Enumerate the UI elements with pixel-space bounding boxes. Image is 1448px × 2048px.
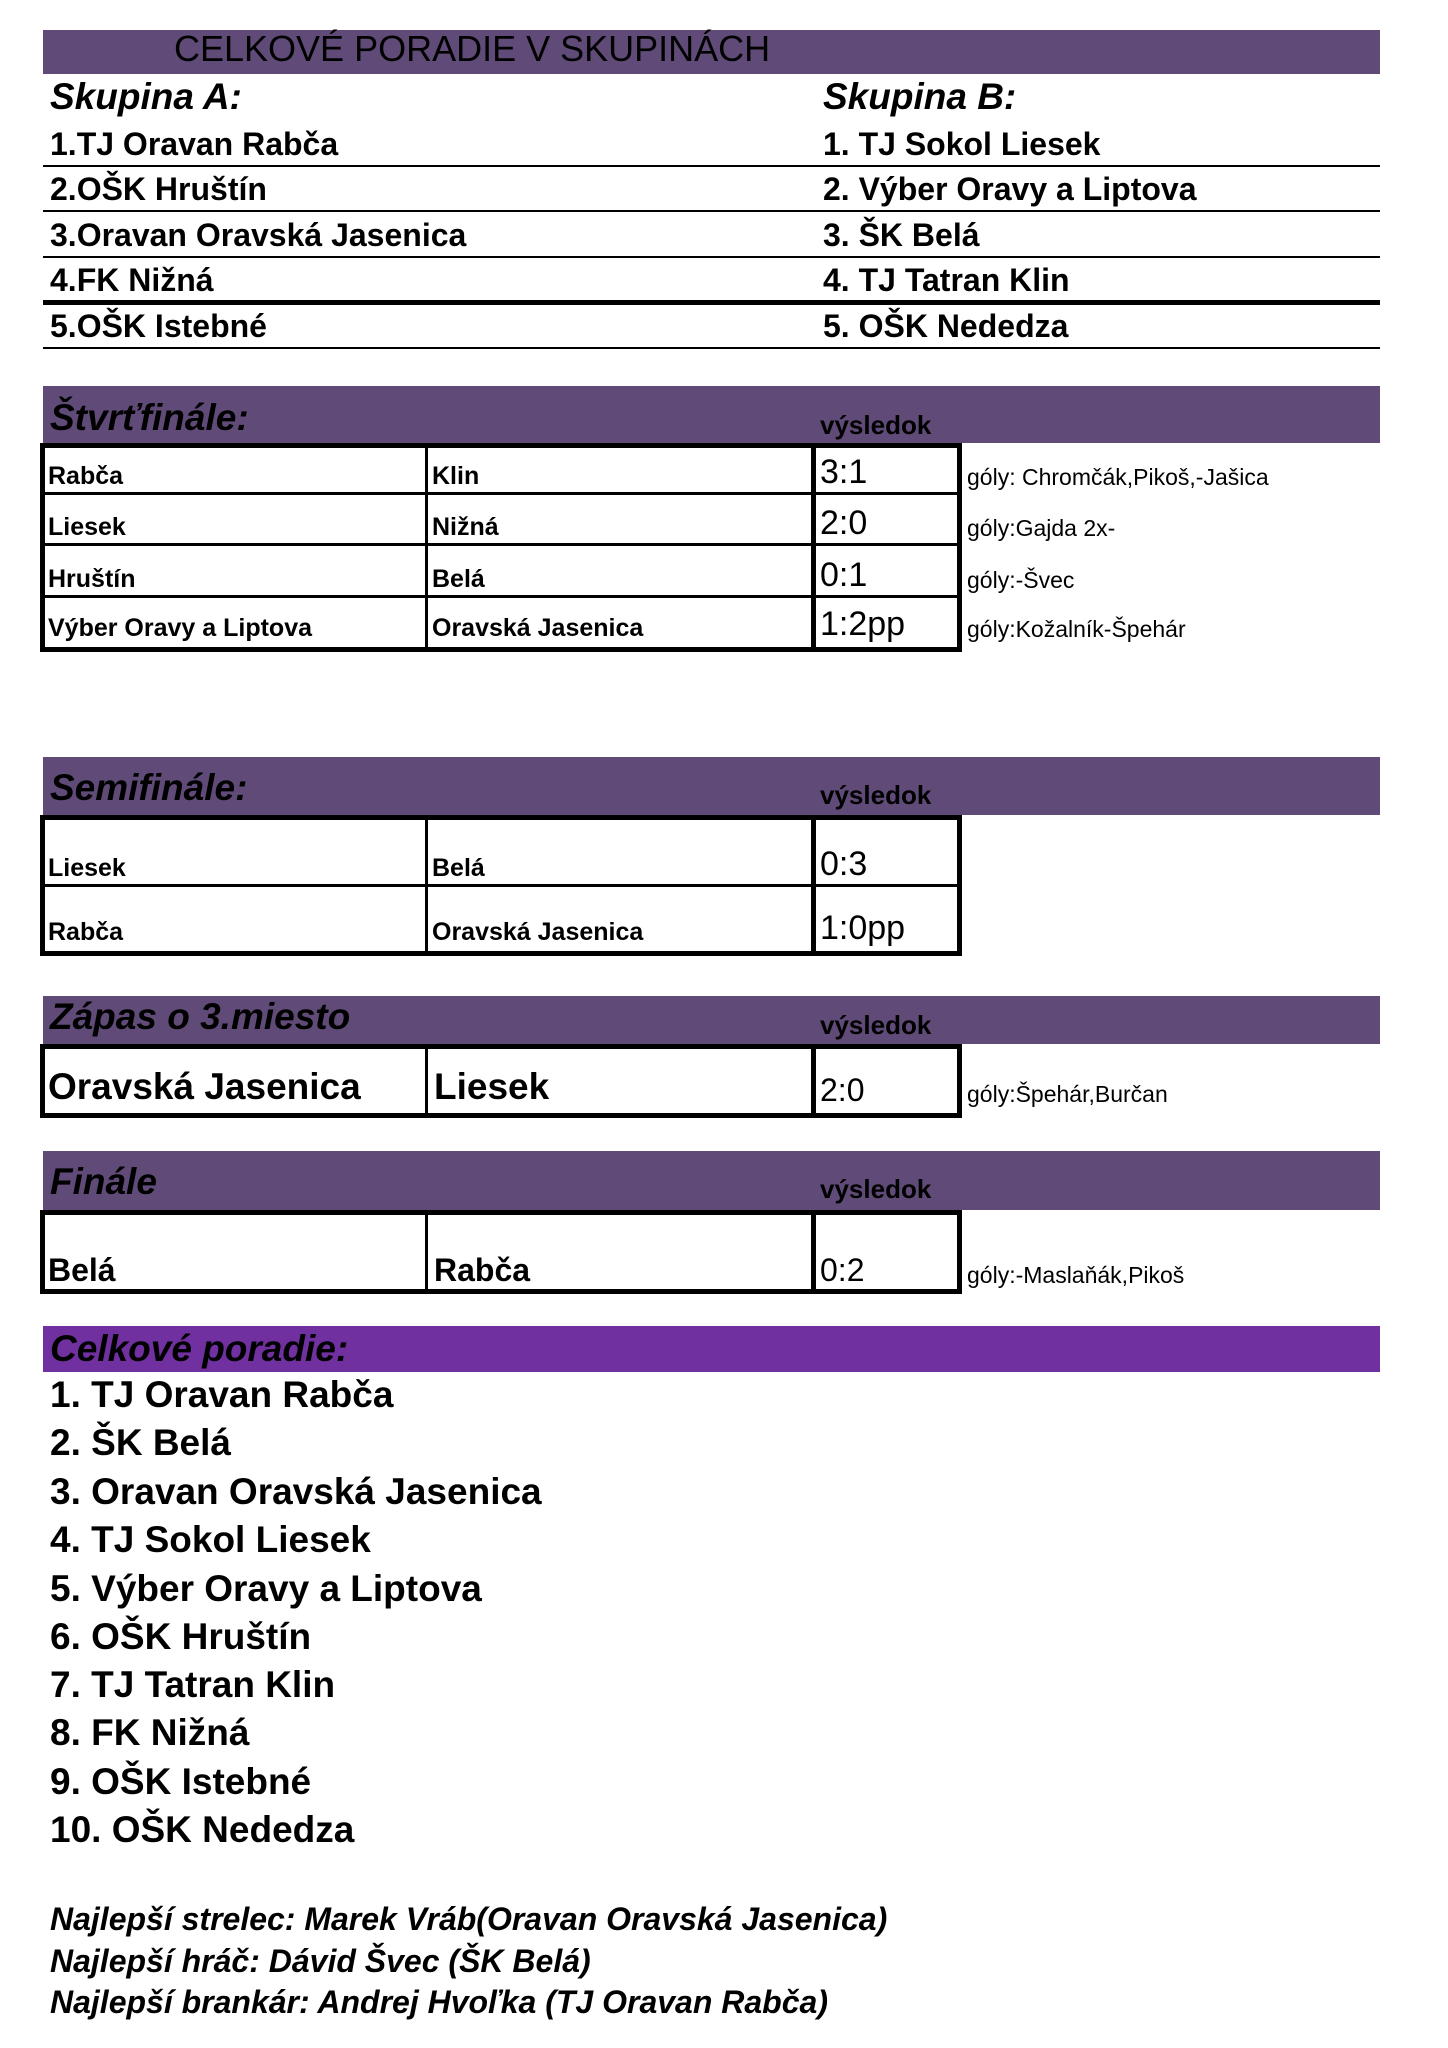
divider <box>43 300 1380 305</box>
column-divider <box>811 1210 816 1294</box>
group-a-team-3: 3.Oravan Oravská Jasenica <box>50 217 467 253</box>
row-divider <box>40 884 962 887</box>
group-b-team-4: 4. TJ Tatran Klin <box>823 262 1070 298</box>
overall-rank-9: 9. OŠK Istebné <box>50 1761 312 1802</box>
qf-goals: góly:-Švec <box>967 567 1075 593</box>
final-score: 0:2 <box>820 1252 865 1288</box>
overall-title: Celkové poradie: <box>50 1328 349 1369</box>
divider <box>43 165 1380 167</box>
qf-score: 1:2pp <box>820 605 906 643</box>
qf-goals: góly: Chromčák,Pikoš,-Jašica <box>967 464 1269 490</box>
qf-score: 3:1 <box>820 453 868 491</box>
sf-score: 1:0pp <box>820 909 906 947</box>
column-divider <box>425 443 428 652</box>
column-divider <box>811 443 816 652</box>
third-place-away: Liesek <box>434 1066 550 1107</box>
overall-rank-2: 2. ŠK Belá <box>50 1422 231 1463</box>
overall-rank-7: 7. TJ Tatran Klin <box>50 1664 336 1705</box>
qf-away: Klin <box>432 462 480 490</box>
final-title: Finále <box>50 1161 157 1202</box>
overall-rank-6: 6. OŠK Hruštín <box>50 1616 312 1657</box>
qf-home: Hruštín <box>48 565 136 593</box>
overall-rank-4: 4. TJ Sokol Liesek <box>50 1519 371 1560</box>
group-a-team-4: 4.FK Nižná <box>50 262 214 298</box>
overall-rank-10: 10. OŠK Nededza <box>50 1809 355 1850</box>
sf-score: 0:3 <box>820 845 868 883</box>
award-best-scorer: Najlepší strelec: Marek Vráb(Oravan Oravská Jasenica) <box>50 1901 888 1937</box>
final-home: Belá <box>48 1252 116 1288</box>
group-b-label: Skupina B: <box>823 76 1017 117</box>
group-a-team-5: 5.OŠK Istebné <box>50 308 267 344</box>
qf-away: Oravská Jasenica <box>432 614 644 642</box>
third-place-result-label: výsledok <box>820 1010 932 1040</box>
semifinal-title: Semifinále: <box>50 767 248 808</box>
qf-home: Liesek <box>48 513 126 541</box>
award-best-goalkeeper: Najlepší brankár: Andrej Hvoľka (TJ Oravan Rabča) <box>50 1984 828 2020</box>
column-divider <box>425 1210 428 1294</box>
qf-home: Výber Oravy a Liptova <box>48 614 313 642</box>
final-result-label: výsledok <box>820 1174 932 1204</box>
group-b-team-3: 3. ŠK Belá <box>823 217 980 253</box>
row-divider <box>40 492 962 495</box>
group-b-team-5: 5. OŠK Nededza <box>823 308 1069 344</box>
sf-away: Belá <box>432 854 485 882</box>
qf-score: 0:1 <box>820 556 868 594</box>
award-best-player: Najlepší hráč: Dávid Švec (ŠK Belá) <box>50 1943 591 1979</box>
column-divider <box>425 1044 428 1118</box>
group-b-team-2: 2. Výber Oravy a Liptova <box>823 171 1197 207</box>
sf-home: Rabča <box>48 918 124 946</box>
qf-goals: góly:Gajda 2x- <box>967 515 1116 541</box>
third-place-home: Oravská Jasenica <box>48 1066 361 1107</box>
row-divider <box>40 543 962 546</box>
sf-home: Liesek <box>48 854 126 882</box>
semifinal-result-label: výsledok <box>820 780 932 810</box>
final-header-bar <box>43 1151 1380 1210</box>
overall-rank-1: 1. TJ Oravan Rabča <box>50 1374 394 1415</box>
third-place-title: Zápas o 3.miesto <box>50 996 351 1037</box>
row-divider <box>40 595 962 598</box>
divider <box>43 210 1380 212</box>
qf-goals: góly:Kožalník-Špehár <box>967 616 1186 642</box>
group-a-team-1: 1.TJ Oravan Rabča <box>50 126 339 162</box>
third-place-goals: góly:Špehár,Burčan <box>967 1081 1168 1107</box>
group-b-team-1: 1. TJ Sokol Liesek <box>823 126 1101 162</box>
overall-rank-8: 8. FK Nižná <box>50 1712 250 1753</box>
qf-away: Nižná <box>432 513 499 541</box>
qf-score: 2:0 <box>820 504 868 542</box>
group-a-team-2: 2.OŠK Hruštín <box>50 171 267 207</box>
final-away: Rabča <box>434 1252 531 1288</box>
sf-away: Oravská Jasenica <box>432 918 644 946</box>
groups-title: CELKOVÉ PORADIE V SKUPINÁCH <box>174 28 771 69</box>
qf-home: Rabča <box>48 462 124 490</box>
overall-rank-3: 3. Oravan Oravská Jasenica <box>50 1471 542 1512</box>
overall-rank-5: 5. Výber Oravy a Liptova <box>50 1568 482 1609</box>
quarterfinal-title: Štvrťfinále: <box>50 397 249 438</box>
qf-away: Belá <box>432 565 485 593</box>
third-place-score: 2:0 <box>820 1072 865 1108</box>
column-divider <box>811 1044 816 1118</box>
divider <box>43 256 1380 258</box>
quarterfinal-result-label: výsledok <box>820 410 932 440</box>
group-a-label: Skupina A: <box>50 76 242 117</box>
final-goals: góly:-Maslaňák,Pikoš <box>967 1262 1185 1288</box>
divider <box>43 347 1380 349</box>
